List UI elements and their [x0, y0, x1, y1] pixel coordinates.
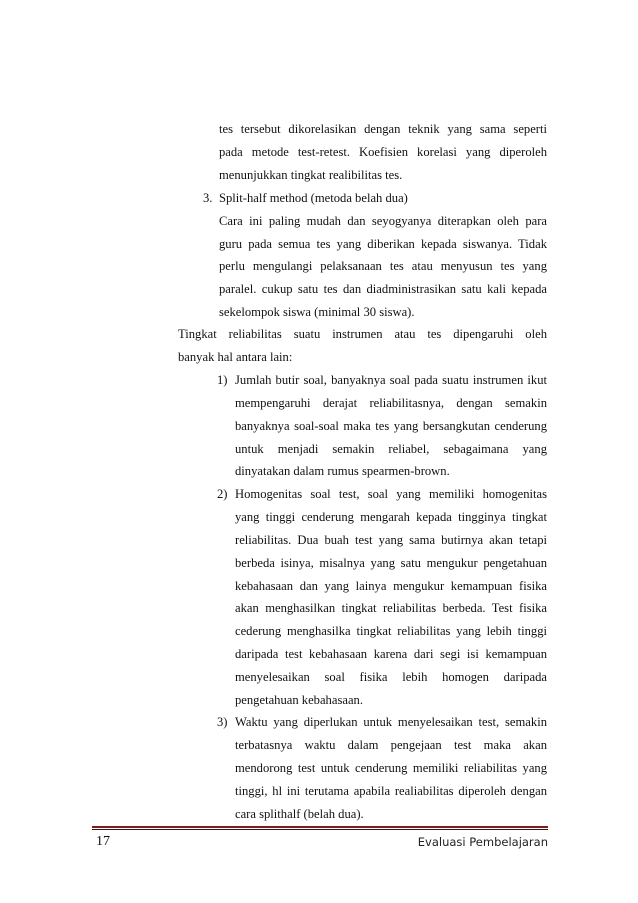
text-line: dinyatakan dalam rumus spearmen-brown.: [235, 464, 450, 478]
list-marker: 3): [217, 715, 228, 729]
text-line: perlu mengulangi pelaksanaan tes atau menyusun tes yang: [219, 259, 547, 273]
footer-rule-thin: [92, 829, 548, 830]
text-line: pada metode test-retest. Koefisien korelasi yang diperoleh: [219, 145, 547, 159]
footer-rule: [92, 826, 548, 828]
text-line: menyelesaikan soal fisika lebih homogen daripada: [235, 670, 547, 684]
paragraph-line: Tingkat reliabilitas suatu instrumen atau tes dipengaruhi oleh: [178, 327, 547, 341]
text-line: untuk menjadi semakin reliabel, sebagaimana yang: [235, 442, 547, 456]
text-line: banyaknya soal-soal maka tes yang bersangkutan cenderung: [235, 419, 547, 433]
list-marker: 1): [217, 373, 228, 387]
text-line: pengetahuan kebahasaan.: [235, 693, 363, 707]
text-line: cara splithalf (belah dua).: [235, 807, 364, 821]
text-line: paralel. cukup satu tes dan diadministrasikan satu kali kepada: [219, 282, 547, 296]
text-line: kebahasaan dan yang lainya mengukur kemampuan fisika: [235, 579, 547, 593]
text-line: cederung menghasilka tingkat reliabilitas yang lebih tinggi: [235, 624, 547, 638]
text-line: Cara ini paling mudah dan seyogyanya diterapkan oleh para: [219, 214, 547, 228]
text-line: akan menghasilkan tingkat reliabilitas berbeda. Test fisika: [235, 601, 547, 615]
list-marker: 2): [217, 487, 228, 501]
text-line: reliabilitas. Dua buah test yang sama butirnya akan tetapi: [235, 533, 547, 547]
text-line: Jumlah butir soal, banyaknya soal pada suatu instrumen ikut: [235, 373, 547, 387]
page-number: 17: [96, 834, 110, 849]
list-marker: 3.: [203, 191, 213, 205]
text-line: tinggi, hl ini terutama apabila realiabilitas diperoleh dengan: [235, 784, 547, 798]
text-line: mempengaruhi derajat reliabilitasnya, dengan semakin: [235, 396, 547, 410]
text-line: Homogenitas soal test, soal yang memiliki homogenitas: [235, 487, 547, 501]
list-item-heading: Split-half method (metoda belah dua): [219, 191, 408, 205]
text-line: tes tersebut dikorelasikan dengan teknik yang sama seperti: [219, 122, 547, 136]
paragraph-line: banyak hal antara lain:: [178, 350, 293, 364]
text-line: Waktu yang diperlukan untuk menyelesaikan test, semakin: [235, 715, 547, 729]
text-line: sekelompok siswa (minimal 30 siswa).: [219, 305, 415, 319]
text-line: berbeda isinya, misalnya yang satu mengukur pengetahuan: [235, 556, 547, 570]
text-line: guru pada semua tes yang diberikan kepada siswanya. Tidak: [219, 237, 547, 251]
running-title: Evaluasi Pembelajaran: [417, 835, 548, 849]
text-line: mendorong test untuk cenderung memiliki reliabilitas yang: [235, 761, 547, 775]
text-line: yang tinggi cenderung mengarah kepada tingginya tingkat: [235, 510, 547, 524]
text-line: menunjukkan tingkat realibilitas tes.: [219, 168, 403, 182]
text-line: terbatasnya waktu dalam pengejaan test maka akan: [235, 738, 547, 752]
text-line: daripada test kebahasaan karena dari segi isi kemampuan: [235, 647, 547, 661]
